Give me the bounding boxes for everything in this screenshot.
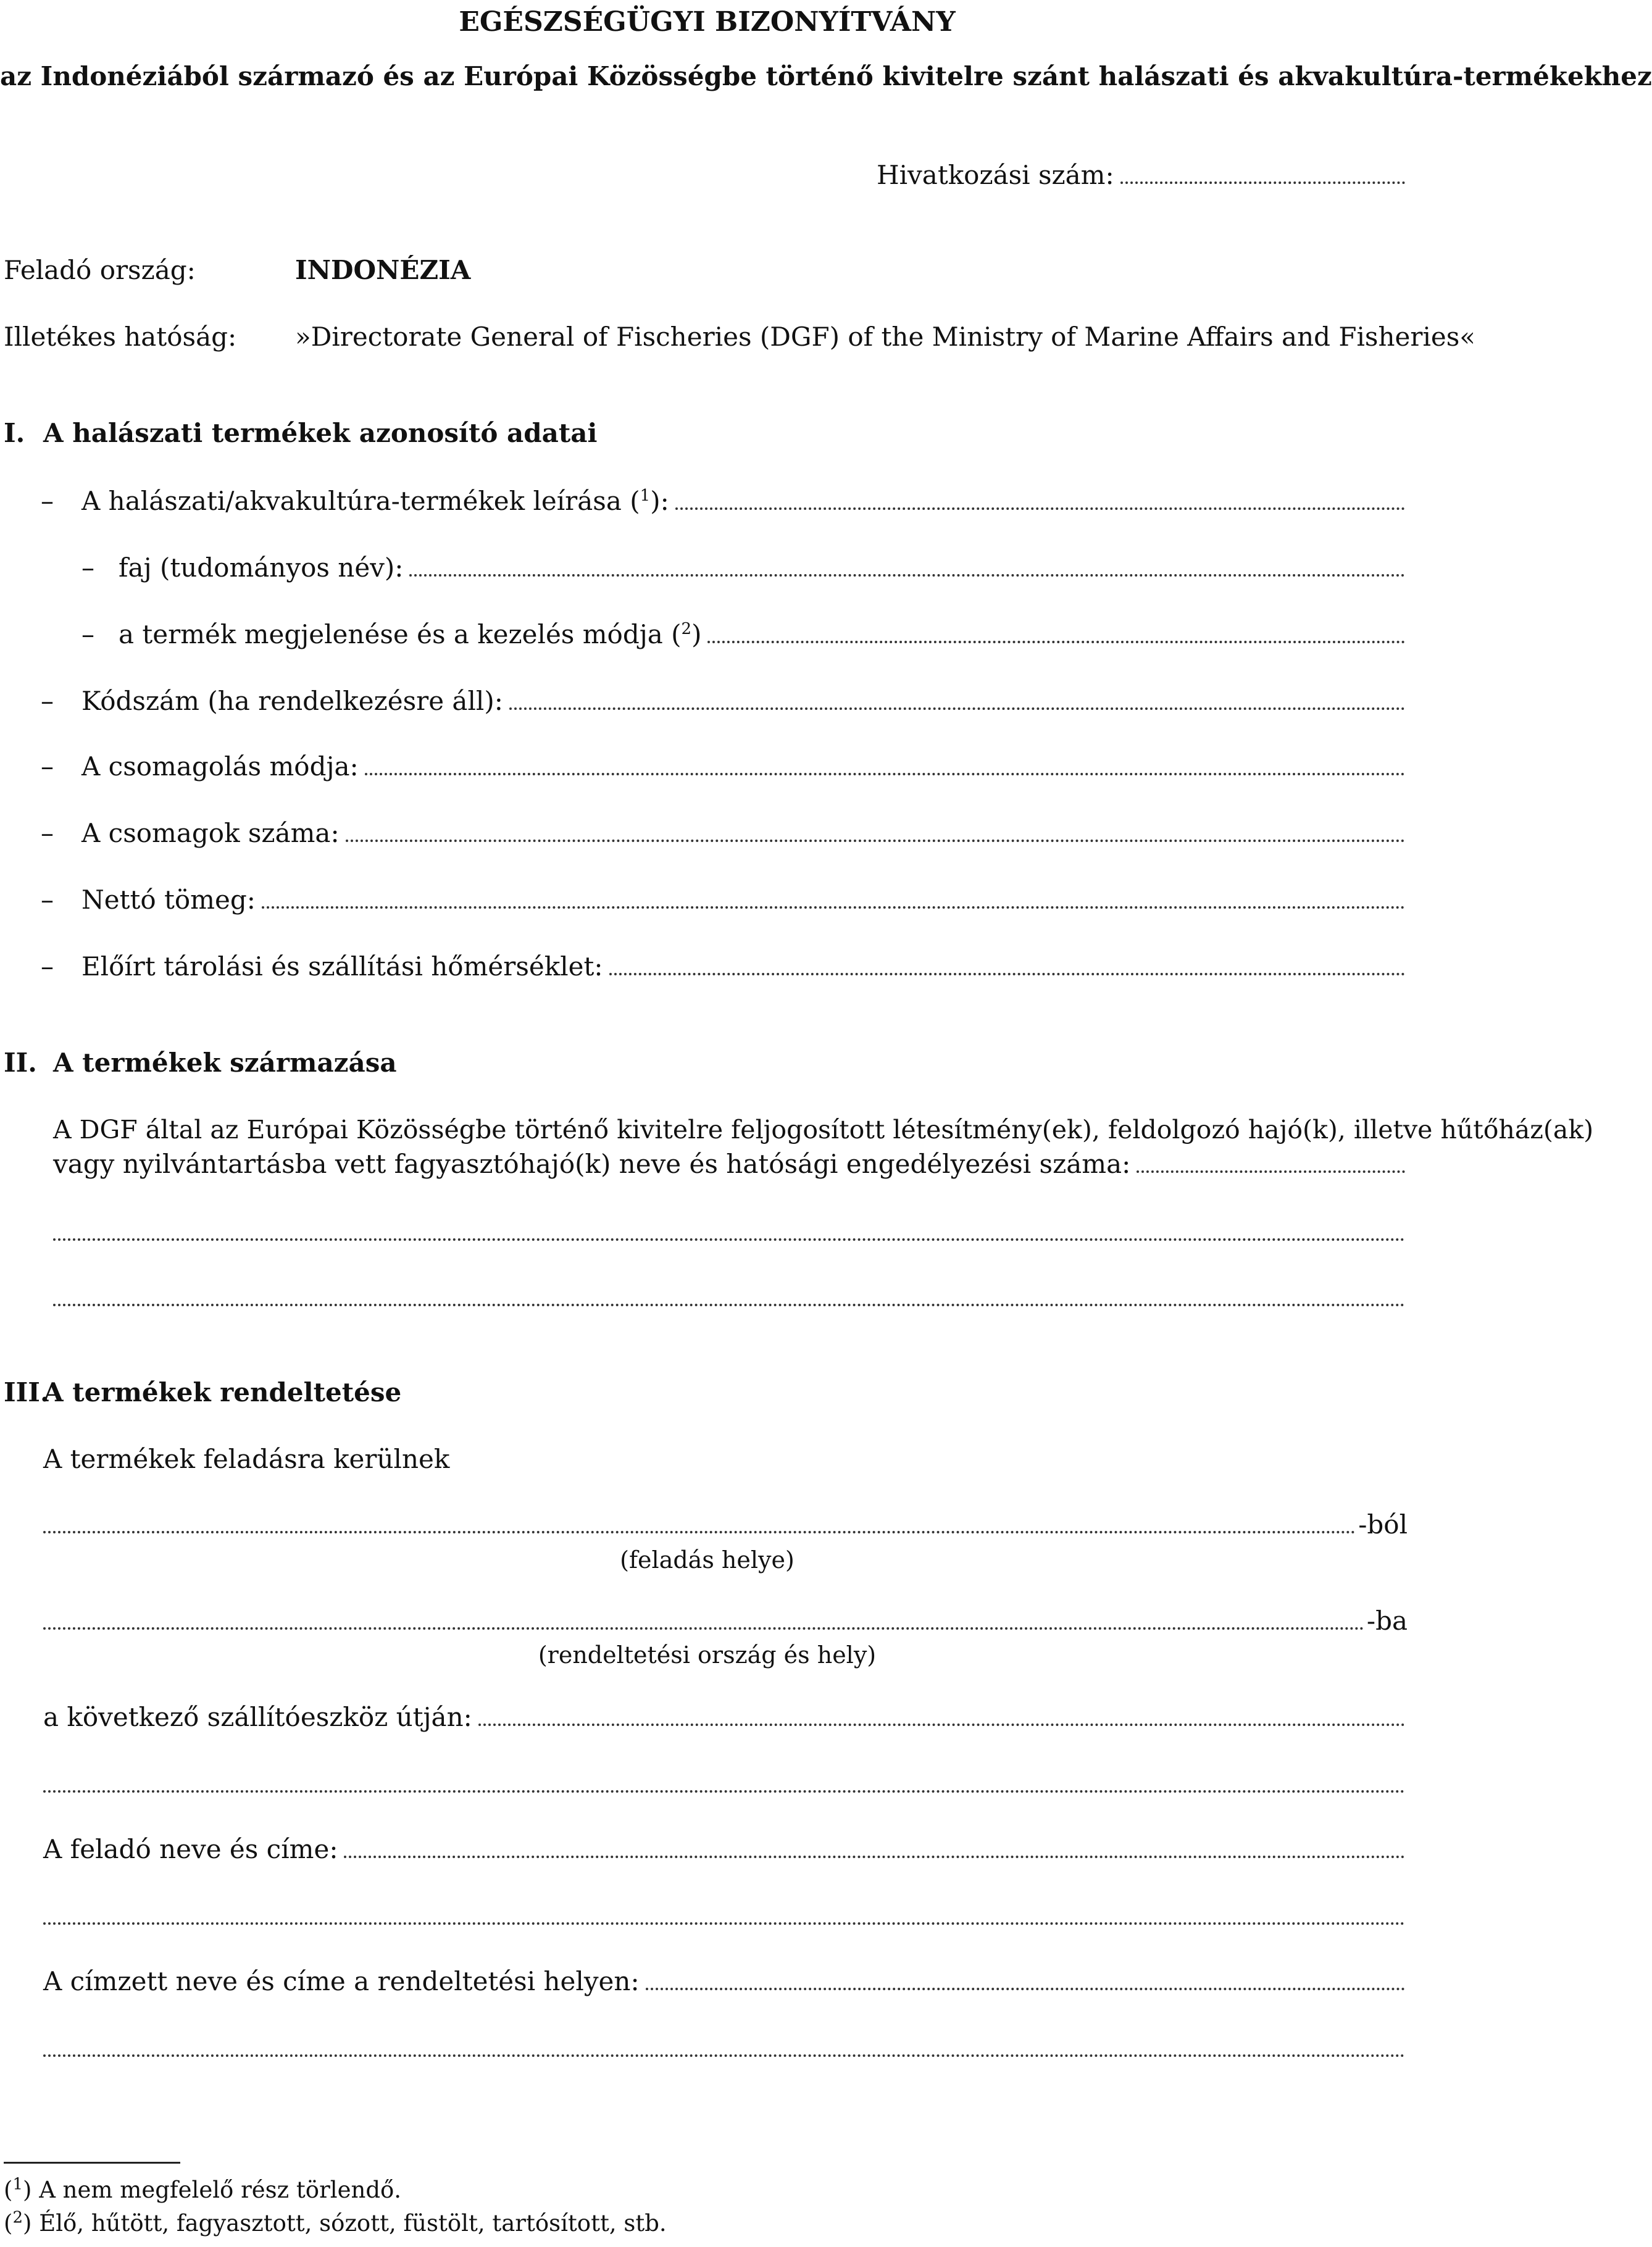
dash-marker: –: [81, 619, 94, 649]
document-title: EGÉSZSÉGÜGYI BIZONYÍTVÁNY: [459, 6, 956, 38]
dispatch-place-caption: (feladás helye): [620, 1546, 795, 1574]
section3-heading: A termékek rendeltetése: [43, 1377, 402, 1407]
transport-label: a következő szállítóeszköz útján:: [43, 1702, 472, 1732]
packages-count-dots: [346, 840, 1405, 842]
origin-text-line1: A DGF által az Európai Közösségbe történő kivitelre feljogosított létesítmény(ek), feldolgozó hajó(k), illetve hűtőház(ak): [53, 1115, 1594, 1144]
dispatch-country-value: INDONÉZIA: [295, 255, 471, 285]
code-number-dots: [509, 707, 1405, 710]
footnote-separator: [4, 2162, 180, 2164]
net-weight-label: Nettó tömeg:: [81, 885, 256, 915]
recipient-dots: [646, 1988, 1405, 1990]
dispatch-place-dots: [43, 1531, 1356, 1533]
competent-authority-value: »Directorate General of Fischeries (DGF) of the Ministry of Marine Affairs and Fisheries«: [295, 322, 1476, 352]
transport-dots: [478, 1724, 1405, 1726]
sender-label: A feladó neve és címe:: [43, 1834, 338, 1864]
extra-line-dots: [53, 1238, 1405, 1241]
origin-text-line2: vagy nyilvántartásba vett fagyasztóhajó(k) neve és hatósági engedélyezési száma:: [53, 1149, 1131, 1179]
destination-dots: [43, 1627, 1364, 1630]
temperature-label: Előírt tárolási és szállítási hőmérséklet:: [81, 951, 603, 982]
section1-number: I.: [4, 418, 25, 448]
competent-authority-label: Illetékes hatóság:: [4, 322, 237, 352]
document-subtitle: az Indonéziából származó és az Európai Közösségbe történő kivitelre szánt halászati és akvakultúra-termékekhez: [0, 61, 1652, 91]
dash-marker: –: [81, 552, 94, 583]
recipient-label: A címzett neve és címe a rendeltetési helyen:: [43, 1966, 640, 1996]
extra-line-dots: [43, 1922, 1405, 1925]
destination-caption: (rendeltetési ország és hely): [538, 1641, 877, 1669]
extra-line-dots: [53, 1304, 1405, 1306]
extra-line-dots: [43, 2054, 1405, 2057]
species-label: faj (tudományos név):: [119, 552, 404, 583]
packages-count-label: A csomagok száma:: [81, 818, 340, 848]
section1-heading: A halászati termékek azonosító adatai: [43, 418, 598, 448]
footnote-1: ($^1$) A nem megfelelő rész törlendő.: [4, 2175, 402, 2203]
presentation-dots: [707, 641, 1405, 643]
dash-marker: –: [41, 486, 54, 516]
section2-heading: A termékek származása: [53, 1048, 397, 1078]
footnote-ref-1: 1: [640, 486, 651, 505]
dash-marker: –: [41, 885, 54, 915]
extra-line-dots: [43, 1790, 1405, 1793]
product-description-label: A halászati/akvakultúra-termékek leírása: [81, 486, 622, 516]
section3-number: III.: [4, 1377, 49, 1407]
dispatch-intro: A termékek feladásra kerülnek: [43, 1444, 450, 1474]
establishment-dots: [1137, 1170, 1405, 1173]
product-description-dots: [675, 507, 1405, 510]
temperature-dots: [609, 973, 1405, 975]
dash-marker: –: [41, 951, 54, 982]
dash-marker: –: [41, 686, 54, 716]
dash-marker: –: [41, 751, 54, 782]
footnote-ref-2: 2: [681, 620, 692, 638]
dash-marker: –: [41, 818, 54, 848]
presentation-label: a termék megjelenése és a kezelés módja: [119, 619, 663, 649]
packaging-type-label: A csomagolás módja:: [81, 751, 359, 782]
net-weight-dots: [262, 906, 1405, 909]
from-suffix: -ból: [1358, 1509, 1408, 1540]
section2-number: II.: [4, 1048, 37, 1078]
packaging-type-dots: [365, 773, 1405, 775]
footnote-2: ($^2$) Élő, hűtött, fagyasztott, sózott, füstölt, tartósított, stb.: [4, 2208, 667, 2237]
dispatch-country-label: Feladó ország:: [4, 255, 196, 285]
sender-dots: [344, 1856, 1405, 1858]
reference-number-label: Hivatkozási szám:: [877, 160, 1114, 190]
species-dots: [409, 574, 1405, 577]
reference-number-dots: [1120, 181, 1405, 184]
to-suffix: -ba: [1366, 1606, 1408, 1636]
certificate-page: EGÉSZSÉGÜGYI BIZONYÍTVÁNY az Indonéziából származó és az Európai Közösségbe történő kivitelre szánt halászati és akvakultúra-termékekhez Hivatkozási szám: Feladó ország: INDONÉZIA Illetékes hatóság: »Directorate General of Fischeries (DGF) of the Ministry of Marine Affairs and Fisheries« I. A halászati termékek azonosító adatai – A halászati/akvakultúra-termékek leírása ($^1$): – faj (tudományos név): – a termék megjelenése és a kezelés módja ($^2$) – Kódszám (ha rendelkezésre áll): – A csomagolás módja: – A csomagok száma: – Nettó tömeg: – Előírt tárolási és szállítási hőmérséklet: II. A termékek származása A DGF által az Európai Közösségbe történő kivitelre feljogosított létesítmény(ek), feldolgozó hajó(k), illetve hűtőház(ak) vagy nyilvántartásba vett fagyasztóhajó(k) neve és hatósági engedélyezési száma: III. A termékek rendeltetése A termékek feladásra kerülnek -ból (feladás helye) -ba (rendeltetési ország és hely) a következő szállítóeszköz útján: A feladó neve és címe: A címzett neve és címe a rendeltetési helyen: ($^1$) A nem megfelelő rész törlendő. ($^2$) Élő, hűtött, fagyasztott, sózott, füstölt, tartósított, stb.: [0, 0, 1414, 2247]
code-number-label: Kódszám (ha rendelkezésre áll):: [81, 686, 503, 716]
